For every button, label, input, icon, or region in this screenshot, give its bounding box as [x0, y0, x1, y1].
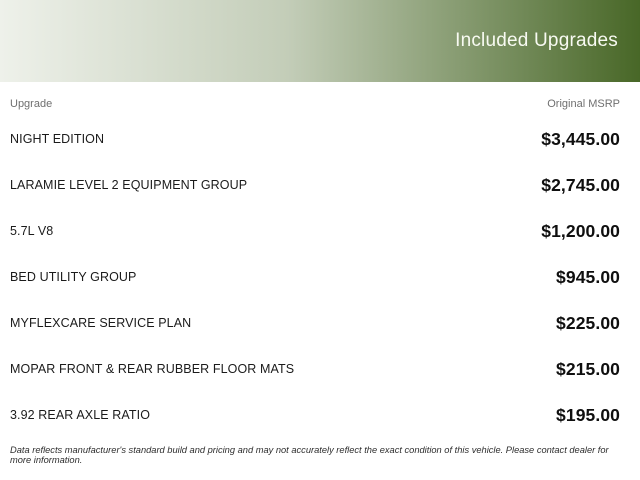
- table-row: [0, 208, 640, 254]
- upgrade-name: LARAMIE LEVEL 2 EQUIPMENT GROUP: [10, 178, 248, 192]
- upgrade-price: $3,445.00: [541, 128, 620, 149]
- upgrade-name: MYFLEXCARE SERVICE PLAN: [10, 316, 192, 330]
- table-row: [0, 254, 640, 300]
- upgrade-price: $195.00: [556, 404, 620, 425]
- upgrade-name: BED UTILITY GROUP: [10, 270, 137, 284]
- upgrade-price: $2,745.00: [541, 174, 620, 195]
- table-header-row: [0, 94, 640, 114]
- disclaimer-text: Data reflects manufacturer's standard build and pricing and may not accurately reflect the exact condition of this vehicle. Please contact dealer for more information.: [10, 445, 609, 465]
- upgrade-name: 3.92 REAR AXLE RATIO: [10, 408, 151, 422]
- column-header-original-msrp: Original MSRP: [547, 98, 620, 110]
- column-header-upgrade: Upgrade: [10, 98, 53, 110]
- upgrade-name: NIGHT EDITION: [10, 132, 105, 146]
- table-row: [0, 162, 640, 208]
- upgrade-price: $1,200.00: [541, 220, 620, 241]
- page-title: Included Upgrades: [455, 30, 618, 51]
- table-row: [0, 392, 640, 438]
- upgrades-list: [0, 116, 640, 438]
- table-row: [0, 346, 640, 392]
- table-row: [0, 116, 640, 162]
- upgrade-price: $945.00: [556, 266, 620, 287]
- table-row: [0, 300, 640, 346]
- upgrade-price: $225.00: [556, 312, 620, 333]
- upgrade-price: $215.00: [556, 358, 620, 379]
- upgrade-name: MOPAR FRONT & REAR RUBBER FLOOR MATS: [10, 362, 295, 376]
- included-upgrades-header: [0, 0, 640, 82]
- upgrade-name: 5.7L V8: [10, 224, 54, 238]
